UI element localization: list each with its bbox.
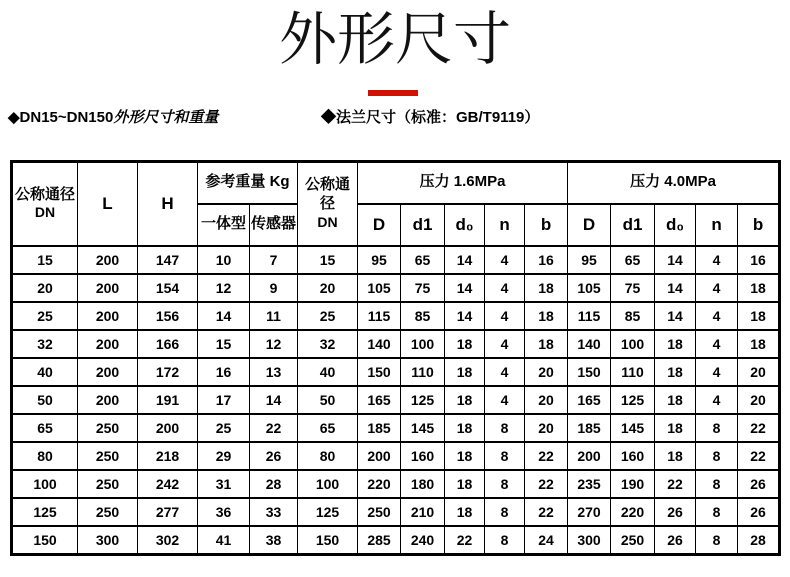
table-cell: 185 bbox=[568, 414, 611, 442]
table-cell: 200 bbox=[138, 414, 198, 442]
table-row bbox=[12, 470, 780, 498]
col-header-pressure-1-6mpa: 压力 1.6MPa bbox=[358, 162, 568, 204]
table-cell: 18 bbox=[445, 470, 485, 498]
table-cell: 50 bbox=[12, 386, 78, 414]
table-cell: 156 bbox=[138, 302, 198, 330]
table-cell: 210 bbox=[401, 498, 445, 526]
table-cell: 22 bbox=[250, 414, 298, 442]
table-cell: 14 bbox=[445, 302, 485, 330]
table-cell: 250 bbox=[78, 442, 138, 470]
table-cell: 110 bbox=[611, 358, 655, 386]
col-header-h: H bbox=[138, 162, 198, 246]
table-cell: 300 bbox=[568, 526, 611, 555]
table-cell: 18 bbox=[445, 386, 485, 414]
col-header-dn-left-code: DN bbox=[34, 204, 56, 221]
table-cell: 12 bbox=[250, 330, 298, 358]
table-row bbox=[12, 358, 780, 386]
table-cell: 285 bbox=[358, 526, 401, 555]
table-cell: 220 bbox=[358, 470, 401, 498]
table-cell: 150 bbox=[358, 358, 401, 386]
table-cell: 125 bbox=[298, 498, 358, 526]
table-cell: 31 bbox=[198, 470, 250, 498]
table-cell: 24 bbox=[525, 526, 568, 555]
table-cell: 4 bbox=[696, 246, 738, 274]
table-cell: 11 bbox=[250, 302, 298, 330]
table-cell: 80 bbox=[12, 442, 78, 470]
col-header-dn-left-cjk: 公称通径 bbox=[14, 185, 75, 203]
table-cell: 200 bbox=[78, 330, 138, 358]
table-cell: 13 bbox=[250, 358, 298, 386]
col-header-p16-D: D bbox=[358, 204, 401, 246]
table-cell: 180 bbox=[401, 470, 445, 498]
table-cell: 100 bbox=[611, 330, 655, 358]
table-cell: 36 bbox=[198, 498, 250, 526]
table-cell: 16 bbox=[525, 246, 568, 274]
col-header-l: L bbox=[78, 162, 138, 246]
table-row bbox=[12, 414, 780, 442]
spec-table-header bbox=[12, 162, 780, 246]
table-cell: 4 bbox=[485, 302, 525, 330]
table-cell: 40 bbox=[12, 358, 78, 386]
table-cell: 20 bbox=[738, 386, 780, 414]
table-cell: 4 bbox=[696, 358, 738, 386]
table-cell: 4 bbox=[696, 302, 738, 330]
table-cell: 18 bbox=[655, 386, 696, 414]
table-cell: 100 bbox=[298, 470, 358, 498]
table-cell: 18 bbox=[525, 274, 568, 302]
table-cell: 26 bbox=[655, 526, 696, 555]
table-cell: 17 bbox=[198, 386, 250, 414]
table-cell: 250 bbox=[78, 414, 138, 442]
table-cell: 200 bbox=[568, 442, 611, 470]
table-cell: 8 bbox=[485, 470, 525, 498]
title-underline-accent bbox=[368, 90, 418, 96]
col-header-p16-d0: d₀ bbox=[445, 204, 485, 246]
table-cell: 18 bbox=[445, 442, 485, 470]
table-cell: 65 bbox=[298, 414, 358, 442]
table-cell: 250 bbox=[78, 498, 138, 526]
table-cell: 18 bbox=[525, 330, 568, 358]
table-cell: 18 bbox=[445, 358, 485, 386]
table-cell: 18 bbox=[655, 358, 696, 386]
table-cell: 200 bbox=[78, 302, 138, 330]
table-cell: 14 bbox=[655, 246, 696, 274]
table-cell: 150 bbox=[568, 358, 611, 386]
table-cell: 165 bbox=[358, 386, 401, 414]
table-cell: 26 bbox=[738, 470, 780, 498]
col-header-dn-right-code: DN bbox=[317, 213, 338, 230]
table-cell: 20 bbox=[525, 414, 568, 442]
table-cell: 14 bbox=[655, 274, 696, 302]
col-header-pressure-4-0mpa: 压力 4.0MPa bbox=[568, 162, 780, 204]
table-cell: 4 bbox=[485, 246, 525, 274]
col-header-dn-left bbox=[12, 162, 78, 246]
table-cell: 8 bbox=[696, 526, 738, 555]
table-cell: 75 bbox=[611, 274, 655, 302]
table-cell: 105 bbox=[358, 274, 401, 302]
table-cell: 100 bbox=[401, 330, 445, 358]
table-cell: 18 bbox=[655, 330, 696, 358]
col-header-p40-b: b bbox=[738, 204, 780, 246]
table-cell: 22 bbox=[525, 498, 568, 526]
table-cell: 18 bbox=[655, 442, 696, 470]
section-heading-flange: ◆法兰尺寸（标准：GB/T9119） bbox=[321, 109, 540, 126]
table-cell: 18 bbox=[445, 414, 485, 442]
col-header-p16-n: n bbox=[485, 204, 525, 246]
table-cell: 7 bbox=[250, 246, 298, 274]
table-cell: 125 bbox=[12, 498, 78, 526]
table-cell: 29 bbox=[198, 442, 250, 470]
table-row bbox=[12, 330, 780, 358]
table-cell: 270 bbox=[568, 498, 611, 526]
table-cell: 95 bbox=[568, 246, 611, 274]
table-cell: 160 bbox=[611, 442, 655, 470]
table-row bbox=[12, 302, 780, 330]
table-cell: 18 bbox=[655, 414, 696, 442]
table-cell: 22 bbox=[655, 470, 696, 498]
spec-table bbox=[10, 160, 781, 556]
table-cell: 26 bbox=[655, 498, 696, 526]
table-cell: 110 bbox=[401, 358, 445, 386]
table-cell: 22 bbox=[525, 442, 568, 470]
table-cell: 240 bbox=[401, 526, 445, 555]
table-cell: 15 bbox=[12, 246, 78, 274]
table-cell: 145 bbox=[401, 414, 445, 442]
col-header-dn-right bbox=[298, 162, 358, 246]
table-cell: 14 bbox=[655, 302, 696, 330]
table-cell: 40 bbox=[298, 358, 358, 386]
col-header-p40-n: n bbox=[696, 204, 738, 246]
table-cell: 18 bbox=[738, 302, 780, 330]
table-cell: 65 bbox=[401, 246, 445, 274]
table-cell: 20 bbox=[738, 358, 780, 386]
table-cell: 15 bbox=[298, 246, 358, 274]
table-cell: 200 bbox=[78, 246, 138, 274]
table-cell: 8 bbox=[696, 470, 738, 498]
table-cell: 20 bbox=[12, 274, 78, 302]
table-row bbox=[12, 274, 780, 302]
table-cell: 218 bbox=[138, 442, 198, 470]
table-cell: 95 bbox=[358, 246, 401, 274]
table-cell: 154 bbox=[138, 274, 198, 302]
col-header-p40-d0: d₀ bbox=[655, 204, 696, 246]
table-cell: 16 bbox=[738, 246, 780, 274]
col-header-p40-d1: d1 bbox=[611, 204, 655, 246]
table-cell: 105 bbox=[568, 274, 611, 302]
table-cell: 4 bbox=[485, 358, 525, 386]
table-cell: 200 bbox=[78, 358, 138, 386]
table-cell: 250 bbox=[78, 470, 138, 498]
table-cell: 25 bbox=[12, 302, 78, 330]
table-row bbox=[12, 498, 780, 526]
table-cell: 4 bbox=[696, 386, 738, 414]
table-cell: 4 bbox=[696, 274, 738, 302]
table-cell: 25 bbox=[198, 414, 250, 442]
table-cell: 147 bbox=[138, 246, 198, 274]
col-header-sensor: 传感器 bbox=[250, 204, 298, 246]
col-header-p16-d1: d1 bbox=[401, 204, 445, 246]
table-cell: 20 bbox=[298, 274, 358, 302]
table-cell: 18 bbox=[738, 330, 780, 358]
table-cell: 250 bbox=[358, 498, 401, 526]
table-cell: 125 bbox=[401, 386, 445, 414]
table-cell: 166 bbox=[138, 330, 198, 358]
table-cell: 15 bbox=[198, 330, 250, 358]
table-cell: 190 bbox=[611, 470, 655, 498]
table-cell: 242 bbox=[138, 470, 198, 498]
table-cell: 100 bbox=[12, 470, 78, 498]
table-cell: 140 bbox=[568, 330, 611, 358]
table-cell: 26 bbox=[250, 442, 298, 470]
table-cell: 18 bbox=[445, 498, 485, 526]
table-cell: 8 bbox=[485, 526, 525, 555]
table-cell: 65 bbox=[12, 414, 78, 442]
table-cell: 8 bbox=[485, 442, 525, 470]
table-cell: 160 bbox=[401, 442, 445, 470]
table-cell: 200 bbox=[78, 274, 138, 302]
table-cell: 8 bbox=[485, 498, 525, 526]
table-cell: 8 bbox=[696, 414, 738, 442]
table-cell: 28 bbox=[738, 526, 780, 555]
table-cell: 18 bbox=[525, 302, 568, 330]
table-cell: 14 bbox=[198, 302, 250, 330]
table-cell: 16 bbox=[198, 358, 250, 386]
page-title: 外形尺寸 bbox=[278, 7, 511, 72]
table-cell: 200 bbox=[78, 386, 138, 414]
table-cell: 20 bbox=[525, 358, 568, 386]
table-cell: 302 bbox=[138, 526, 198, 555]
table-cell: 50 bbox=[298, 386, 358, 414]
table-cell: 140 bbox=[358, 330, 401, 358]
table-cell: 10 bbox=[198, 246, 250, 274]
table-cell: 185 bbox=[358, 414, 401, 442]
table-cell: 32 bbox=[298, 330, 358, 358]
table-cell: 33 bbox=[250, 498, 298, 526]
table-header-row-1 bbox=[12, 162, 780, 204]
table-body bbox=[12, 246, 780, 555]
table-cell: 25 bbox=[298, 302, 358, 330]
table-cell: 14 bbox=[445, 246, 485, 274]
table-cell: 9 bbox=[250, 274, 298, 302]
table-row bbox=[12, 246, 780, 274]
table-cell: 4 bbox=[485, 330, 525, 358]
col-header-weight-group: 参考重量 Kg bbox=[198, 162, 298, 204]
section-heading-dimensions-italic: 外形尺寸和重量 bbox=[113, 109, 219, 126]
table-cell: 32 bbox=[12, 330, 78, 358]
table-cell: 12 bbox=[198, 274, 250, 302]
section-heading-dimensions bbox=[8, 106, 218, 127]
table-cell: 75 bbox=[401, 274, 445, 302]
table-cell: 165 bbox=[568, 386, 611, 414]
table-cell: 200 bbox=[358, 442, 401, 470]
table-cell: 4 bbox=[485, 274, 525, 302]
table-cell: 22 bbox=[738, 414, 780, 442]
table-cell: 115 bbox=[568, 302, 611, 330]
table-cell: 41 bbox=[198, 526, 250, 555]
table-cell: 18 bbox=[738, 274, 780, 302]
table-cell: 22 bbox=[525, 470, 568, 498]
col-header-integrated-type: 一体型 bbox=[198, 204, 250, 246]
table-row bbox=[12, 442, 780, 470]
table-row bbox=[12, 526, 780, 555]
table-cell: 191 bbox=[138, 386, 198, 414]
table-cell: 277 bbox=[138, 498, 198, 526]
table-cell: 4 bbox=[696, 330, 738, 358]
table-row bbox=[12, 386, 780, 414]
table-cell: 4 bbox=[485, 386, 525, 414]
table-cell: 28 bbox=[250, 470, 298, 498]
table-cell: 300 bbox=[78, 526, 138, 555]
table-cell: 14 bbox=[445, 274, 485, 302]
table-cell: 220 bbox=[611, 498, 655, 526]
table-cell: 65 bbox=[611, 246, 655, 274]
table-cell: 85 bbox=[401, 302, 445, 330]
table-cell: 26 bbox=[738, 498, 780, 526]
table-cell: 18 bbox=[445, 330, 485, 358]
table-cell: 250 bbox=[611, 526, 655, 555]
table-cell: 145 bbox=[611, 414, 655, 442]
table-cell: 38 bbox=[250, 526, 298, 555]
table-cell: 150 bbox=[12, 526, 78, 555]
table-cell: 85 bbox=[611, 302, 655, 330]
bullet-diamond-icon-left: ◆DN15~DN150 bbox=[8, 109, 114, 126]
table-cell: 172 bbox=[138, 358, 198, 386]
col-header-p16-b: b bbox=[525, 204, 568, 246]
table-cell: 8 bbox=[485, 414, 525, 442]
table-cell: 22 bbox=[445, 526, 485, 555]
col-header-p40-D: D bbox=[568, 204, 611, 246]
table-cell: 20 bbox=[525, 386, 568, 414]
table-cell: 22 bbox=[738, 442, 780, 470]
table-cell: 14 bbox=[250, 386, 298, 414]
table-cell: 235 bbox=[568, 470, 611, 498]
table-cell: 115 bbox=[358, 302, 401, 330]
table-cell: 8 bbox=[696, 498, 738, 526]
col-header-dn-right-cjk: 公称通径 bbox=[305, 176, 351, 212]
table-cell: 150 bbox=[298, 526, 358, 555]
table-cell: 8 bbox=[696, 442, 738, 470]
table-cell: 80 bbox=[298, 442, 358, 470]
table-cell: 125 bbox=[611, 386, 655, 414]
